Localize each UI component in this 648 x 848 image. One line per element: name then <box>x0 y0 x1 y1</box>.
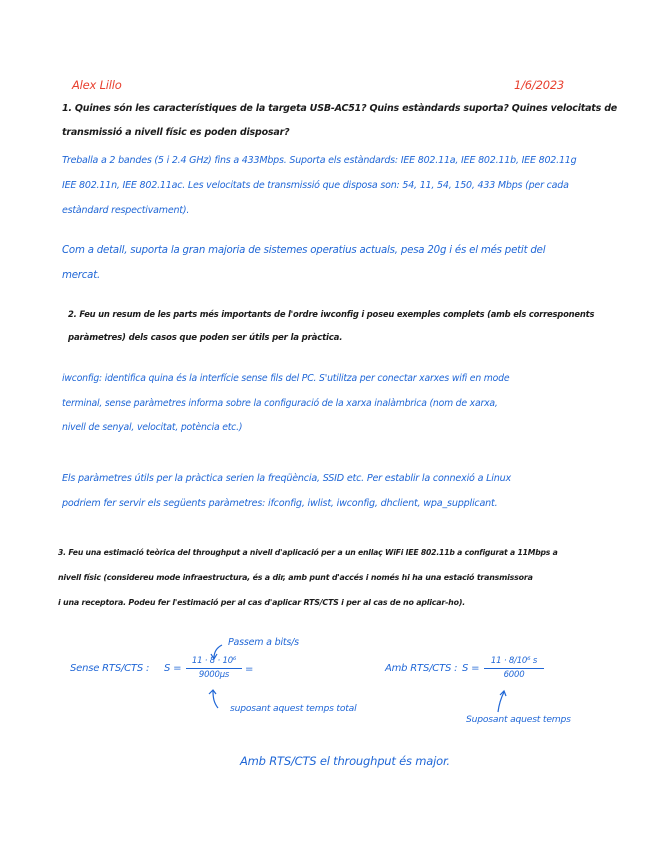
q2-answer-line-3: nivell de senyal, velocitat, potència etc.) <box>62 422 243 433</box>
author-name: Alex Lillo <box>72 78 122 92</box>
sense-numerator: 11 · 8 · 10⁶ <box>191 656 237 666</box>
conclusion: Amb RTS/CTS el throughput és major. <box>240 754 450 768</box>
q2-params-line-1: Els paràmetres útils per la pràctica serien la freqüència, SSID etc. Per establir la connexió a Linux <box>62 473 511 484</box>
q1-detail-line-2: mercat. <box>62 270 101 281</box>
sense-equals: = <box>245 664 254 675</box>
sense-denominator: 9000µs <box>198 670 230 680</box>
amb-denominator: 6000 <box>503 670 525 680</box>
sense-s-equals: S = <box>164 663 182 674</box>
arrow-to-time-note-icon <box>205 691 221 711</box>
sense-rts-cts-label: Sense RTS/CTS : <box>70 663 150 674</box>
amb-rts-cts-label: Amb RTS/CTS : <box>385 663 458 674</box>
amb-fraction <box>484 656 544 681</box>
q3-question-line-1: 3. Feu una estimació teòrica del throughput a nivell d'aplicació per a un enllaç WiFi IEE 802.11b a configurat a 11Mbps a <box>58 548 558 557</box>
q3-question-line-3: i una receptora. Podeu fer l'estimació per al cas d'aplicar RTS/CTS i per al cas de no aplicar-ho). <box>58 598 466 607</box>
sense-fraction-bar <box>186 668 242 669</box>
sense-time-note: suposant aquest temps total <box>230 703 357 714</box>
amb-numerator: 11 · 8/10⁶ s <box>490 656 538 666</box>
amb-s-equals: S = <box>462 663 480 674</box>
q1-detail-line-1: Com a detall, suporta la gran majoria de sistemes operatius actuals, pesa 20g i és el més petit del <box>62 245 546 256</box>
q2-answer-line-1: iwconfig: identifica quina és la interfície sense fils del PC. S'utilitza per conectar xarxes wifi en mode <box>62 373 510 384</box>
amb-time-note: Suposant aquest temps <box>466 714 571 725</box>
q1-answer-line-1: Treballa a 2 bandes (5 i 2.4 GHz) fins a 433Mbps. Suporta els estàndards: IEE 802.11a, IEE 802.11b, IEE 802.11g <box>62 155 577 166</box>
q1-answer-line-3: estàndard respectivament). <box>62 205 190 216</box>
q1-question-line-1: 1. Quines són les característiques de la targeta USB-AC51? Quins estàndards suporta? Quines velocitats de <box>62 103 618 114</box>
q2-question-line-2: paràmetres) dels casos que poden ser útils per la pràctica. <box>68 333 343 343</box>
sense-fraction <box>186 656 242 681</box>
q3-question-line-2: nivell físic (considereu mode infraestructura, és a dir, amb punt d'accés i només hi ha una estació transmissora <box>58 573 533 582</box>
q2-params-line-2: podriem fer servir els següents paràmetres: ifconfig, iwlist, iwconfig, dhclient, wpa_supplicant. <box>62 498 498 509</box>
q1-answer-line-2: IEE 802.11n, IEE 802.11ac. Les velocitats de transmissió que disposa son: 54, 11, 54, 150, 433 Mbps (per cada <box>62 180 569 191</box>
q1-question-line-2: transmissió a nivell físic es poden disposar? <box>62 127 290 138</box>
amb-fraction-bar <box>484 668 544 669</box>
q2-answer-line-2: terminal, sense paràmetres informa sobre la configuració de la xarxa inalàmbrica (nom de xarxa, <box>62 398 498 409</box>
note-bits-per-second: Passem a bits/s <box>228 637 299 648</box>
arrow-to-amb-note-icon <box>494 690 508 714</box>
q2-question-line-1: 2. Feu un resum de les parts més importants de l'ordre iwconfig i poseu exemples complets (amb els corresponents <box>68 309 595 319</box>
date: 1/6/2023 <box>514 78 565 92</box>
